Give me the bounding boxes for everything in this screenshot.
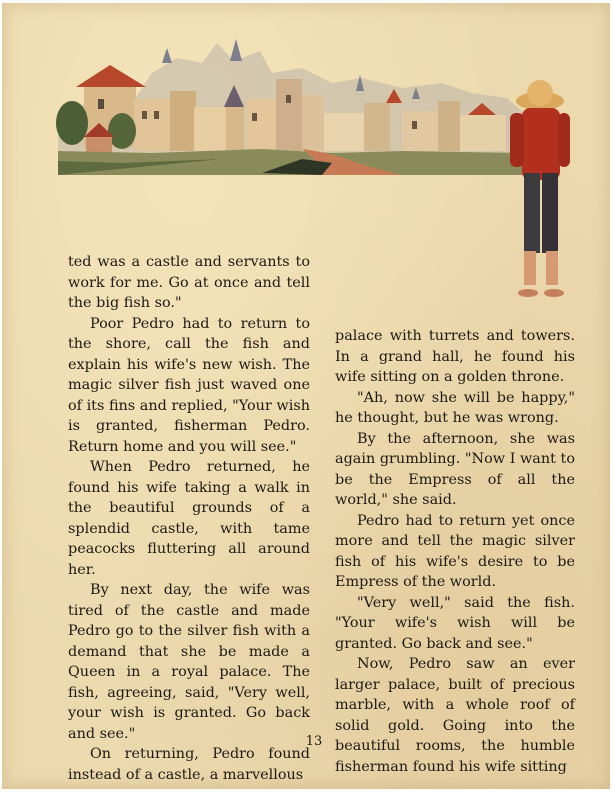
page-number: 13 bbox=[305, 734, 323, 749]
paragraph-right-2: "Ah, now she will be happy," he thought, but he was wrong. bbox=[335, 389, 575, 426]
paragraph-left-4: By next day, the wife was tired of the castle and made Pedro go to the silver fish with a demand that she be made a Queen in a royal palace. The fish, agreeing, said, "Very well, your wish is granted. Go back and see." bbox=[68, 582, 310, 742]
book-page bbox=[2, 3, 610, 789]
paragraph-left-5: On returning, Pedro found instead of a castle, a marvellous bbox=[68, 746, 310, 783]
paragraph-right-5: "Very well," said the fish. "Your wife's wish will be granted. Go back and see." bbox=[335, 594, 575, 652]
paragraph-right-6: Now, Pedro saw an ever larger palace, built of precious marble, with a whole roof of solid gold. Going into the beautiful rooms, the humble fisherman found his wife sitting bbox=[335, 656, 575, 775]
text-column-left bbox=[68, 252, 310, 785]
paragraph-right-3: By the afternoon, she was again grumbling. "Now I want to be the Empress of all the world," she said. bbox=[335, 430, 575, 508]
paragraph-left-1: ted was a castle and servants to work for me. Go at once and tell the big fish so." bbox=[68, 254, 310, 311]
paragraph-left-2: Poor Pedro had to return to the shore, call the fish and explain his wife's new wish. The magic silver fish just waved one of its fins and replied, "Your wish is granted, fisherman Pedro. Return home and you will see." bbox=[68, 315, 310, 455]
castle-town-skyline bbox=[56, 39, 524, 175]
paragraph-right-1: palace with turrets and towers. In a grand hall, he found his wife sitting on a golden throne. bbox=[335, 328, 575, 385]
paragraph-right-4: Pedro had to return yet once more and tell the magic silver fish of his wife's desire to be Empress of the world. bbox=[335, 512, 575, 590]
text-column-right bbox=[335, 326, 575, 777]
paragraph-left-3: When Pedro returned, he found his wife taking a walk in the beautiful grounds of a splendid castle, with tame peacocks fluttering all around her. bbox=[68, 459, 310, 578]
